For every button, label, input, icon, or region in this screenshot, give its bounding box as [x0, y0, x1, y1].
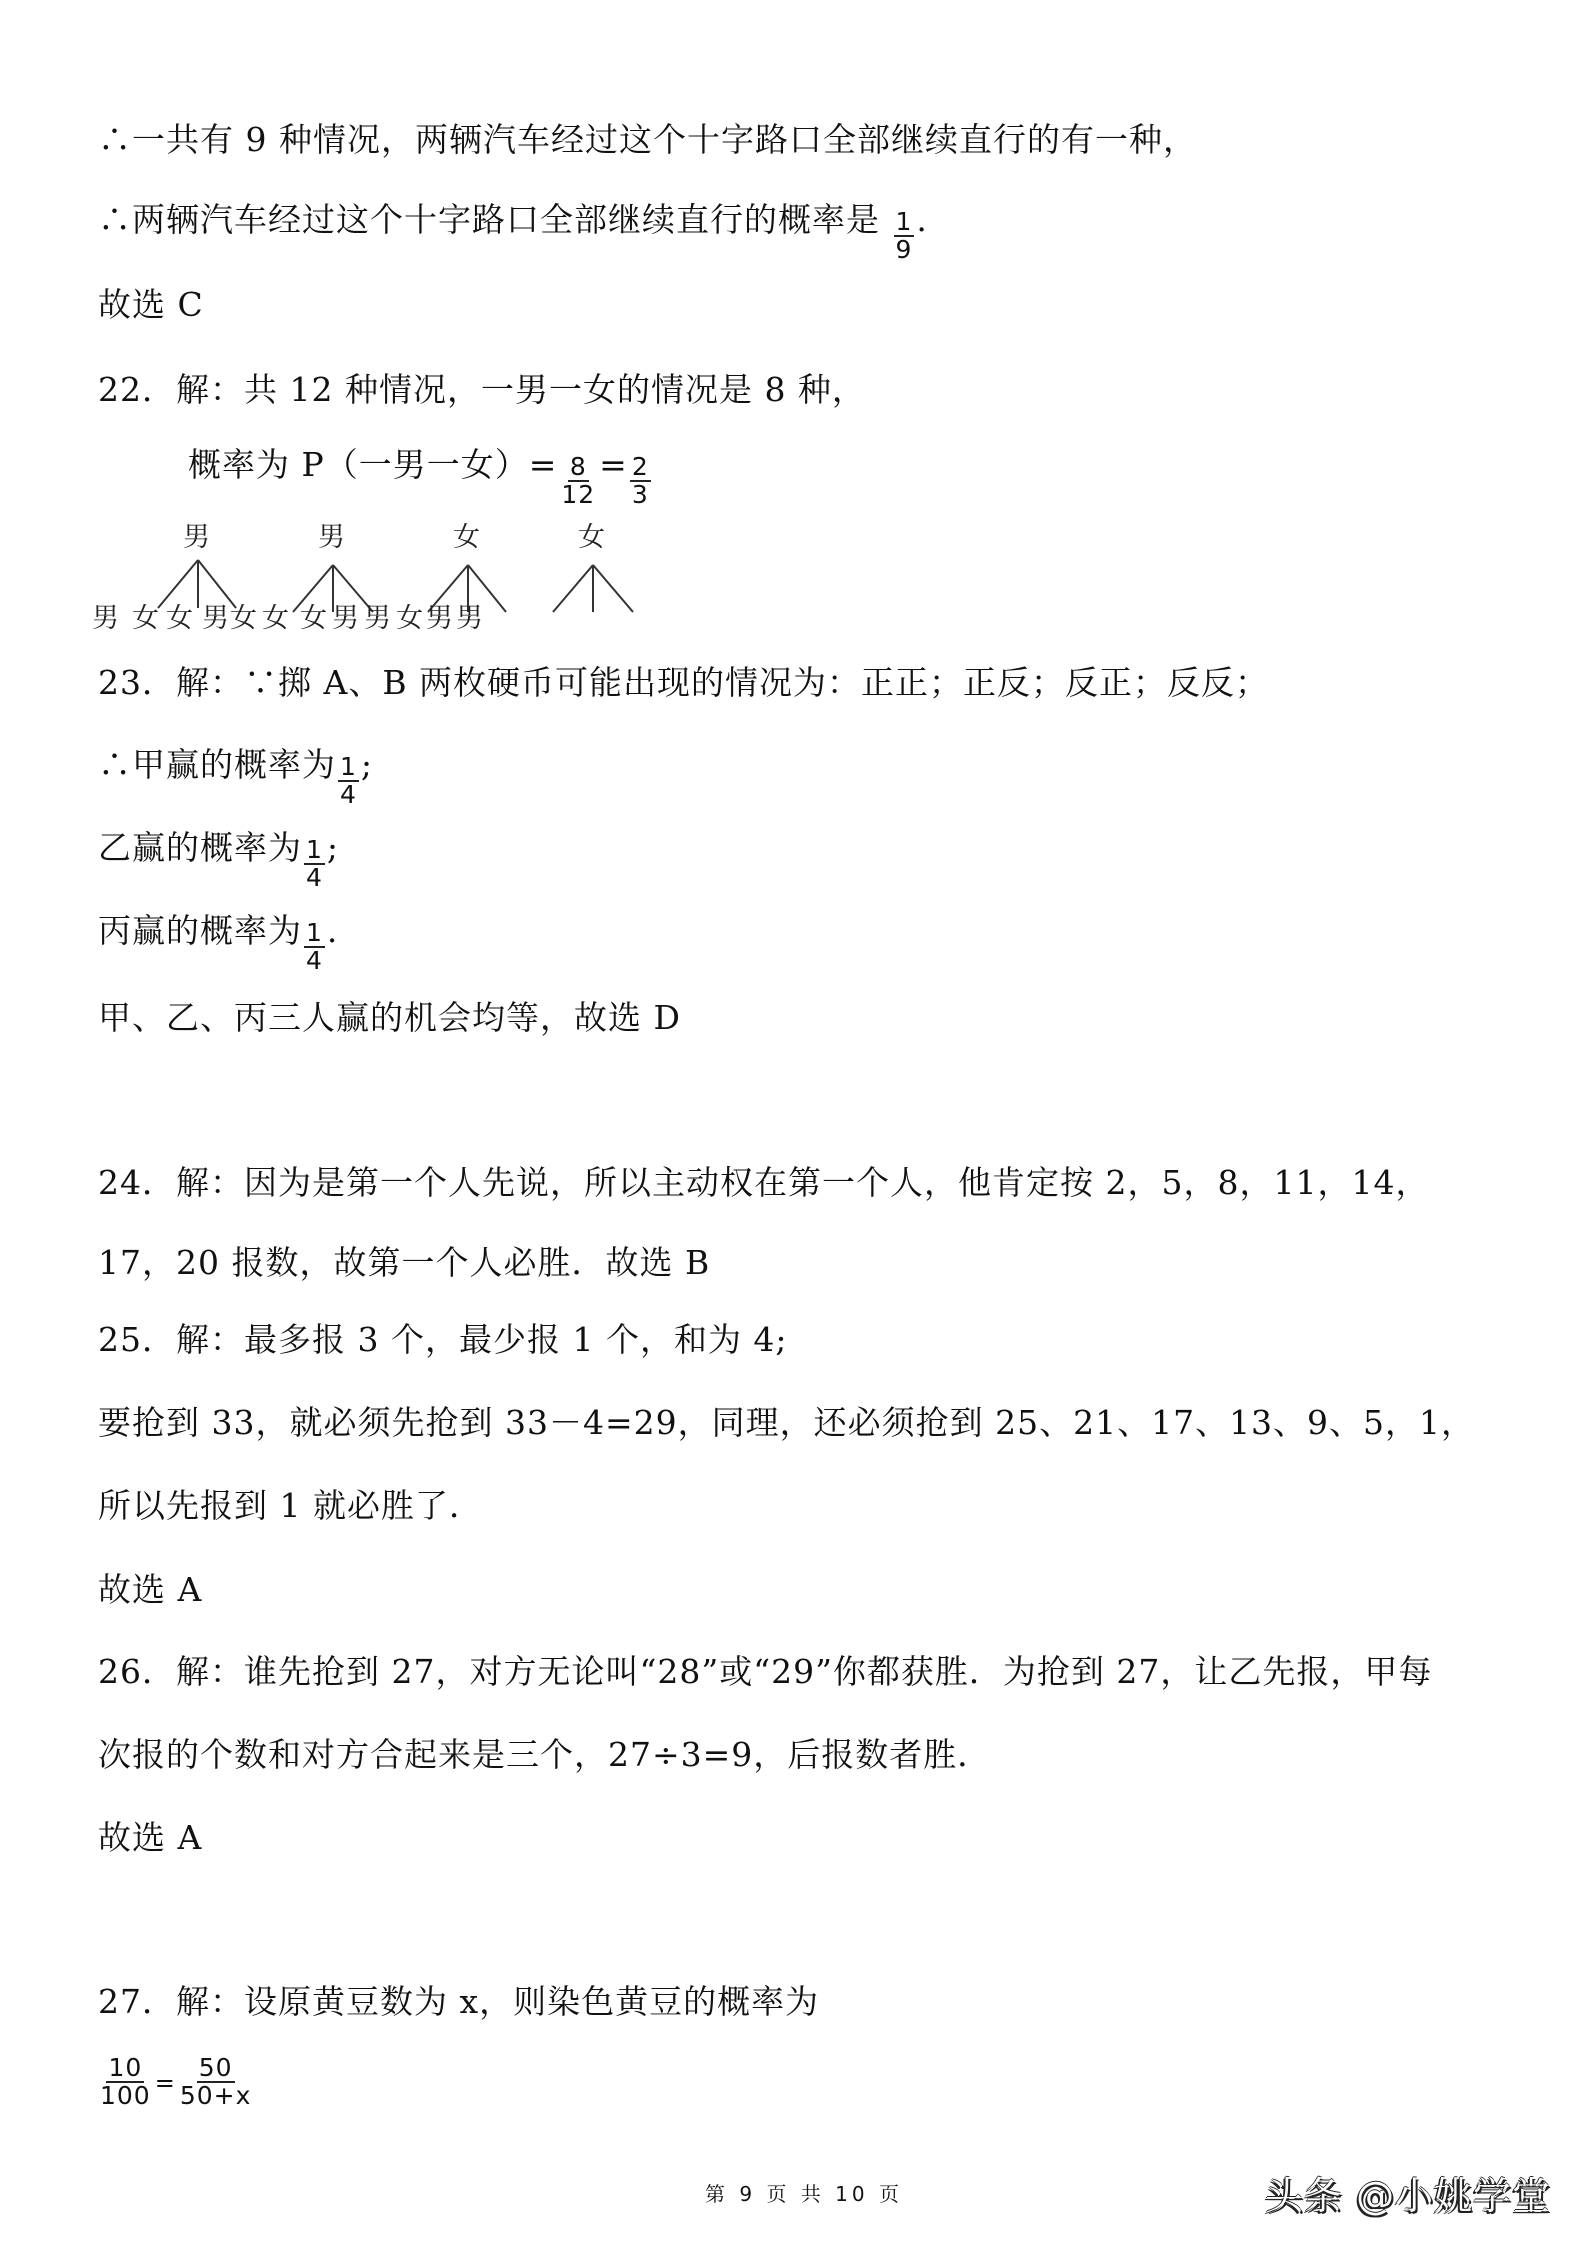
watermark: 头条 @小姚学堂: [1265, 2174, 1552, 2218]
tree-leaf: 男: [456, 603, 483, 634]
q27-equation: [96, 2055, 255, 2109]
q25-line3: 所以先报到 1 就必胜了．: [98, 1486, 483, 1525]
numerator: 50: [198, 2053, 233, 2082]
q24-line1: 24．解：因为是第一个人先说，所以主动权在第一个人，他肯定按 2，5，8，11，14，: [98, 1163, 1430, 1202]
numerator: 1: [895, 207, 913, 236]
tree-leaf: 男: [364, 603, 391, 634]
numerator: 8: [569, 452, 587, 481]
equals: =: [154, 2069, 176, 2097]
q27-line1: 27．解：设原黄豆数为 x，则染色黄豆的概率为: [98, 1982, 820, 2021]
text: 概率为 P（一男一女）=: [188, 445, 558, 484]
q23-conclusion: 甲、乙、丙三人赢的机会均等，故选 D: [98, 998, 681, 1037]
text: ∴两辆汽车经过这个十字路口全部继续直行的概率是: [98, 200, 880, 239]
tree-leaf: 女: [132, 603, 159, 634]
text-line: [98, 195, 928, 264]
q26-answer: 故选 A: [98, 1818, 203, 1857]
q23-b: [98, 823, 340, 892]
denominator: 4: [340, 780, 357, 809]
numerator: 10: [108, 2053, 143, 2082]
text: 丙赢的概率为: [98, 911, 302, 950]
tree-leaf: 男: [202, 603, 229, 634]
denominator: 4: [306, 863, 323, 892]
punct: .: [916, 200, 928, 239]
q23-c: [98, 906, 339, 975]
numerator: 1: [306, 918, 323, 947]
answer-line: 故选 C: [98, 285, 204, 324]
q26-line2: 次报的个数和对方合起来是三个，27÷3=9，后报数者胜．: [98, 1735, 992, 1774]
q24-line2: 17，20 报数，故第一个人必胜．故选 B: [98, 1243, 711, 1282]
tree-root: 男: [183, 522, 210, 553]
tree-leaf: 女: [300, 603, 327, 634]
denominator: 3: [631, 480, 649, 509]
page-indicator: 第 9 页 共 10 页: [705, 2182, 903, 2206]
equals: =: [599, 445, 628, 484]
tree-diagram: [92, 518, 688, 634]
punct: ;: [360, 745, 374, 784]
fraction: [894, 209, 915, 263]
text: 乙赢的概率为: [98, 828, 302, 867]
fraction: [98, 2055, 153, 2109]
tree-root: 女: [453, 522, 480, 553]
punct: ;: [326, 828, 340, 867]
denominator: 9: [895, 235, 913, 264]
q23-intro: 23．解：∵掷 A、B 两枚硬币可能出现的情况为：正正；正反；反正；反反；: [98, 663, 1270, 702]
tree-leaf: 女: [230, 603, 257, 634]
numerator: 1: [306, 835, 323, 864]
fraction: [304, 920, 325, 974]
denominator: 100: [100, 2081, 151, 2110]
punct: .: [326, 911, 339, 950]
fraction: [304, 837, 325, 891]
fraction: [338, 754, 359, 808]
text: ∴甲赢的概率为: [98, 745, 336, 784]
q26-line1: 26．解：谁先抢到 27，对方无论叫“28”或“29”你都获胜．为抢到 27，让乙先报，甲每: [98, 1652, 1433, 1691]
tree-leaf: 女: [262, 603, 289, 634]
tree-leaf: 男: [426, 603, 453, 634]
text-line: ∴一共有 9 种情况，两辆汽车经过这个十字路口全部继续直行的有一种，: [98, 120, 1197, 159]
numerator: 2: [631, 452, 649, 481]
fraction: [630, 454, 651, 508]
tree-leaf: 女: [396, 603, 423, 634]
q23-a: [98, 740, 374, 809]
denominator: 50+x: [179, 2081, 252, 2110]
fraction: [559, 454, 597, 508]
denominator: 12: [561, 480, 596, 509]
denominator: 4: [306, 946, 323, 975]
tree-root: 男: [318, 522, 345, 553]
q25-line2: 要抢到 33，就必须先抢到 33－4=29，同理，还必须抢到 25、21、17、13、9、5，1，: [98, 1403, 1476, 1442]
q25-line1: 25．解：最多报 3 个，最少报 1 个，和为 4;: [98, 1320, 788, 1359]
tree-root: 女: [578, 522, 605, 553]
q22-intro: 22．解：共 12 种情况，一男一女的情况是 8 种，: [98, 370, 866, 409]
q22-probability: [188, 440, 653, 509]
tree-leaf: 男: [92, 603, 119, 634]
q25-answer: 故选 A: [98, 1570, 203, 1609]
numerator: 1: [340, 752, 357, 781]
tree-leaf: 男: [332, 603, 359, 634]
tree-leaf: 女: [166, 603, 193, 634]
fraction: [178, 2055, 254, 2109]
